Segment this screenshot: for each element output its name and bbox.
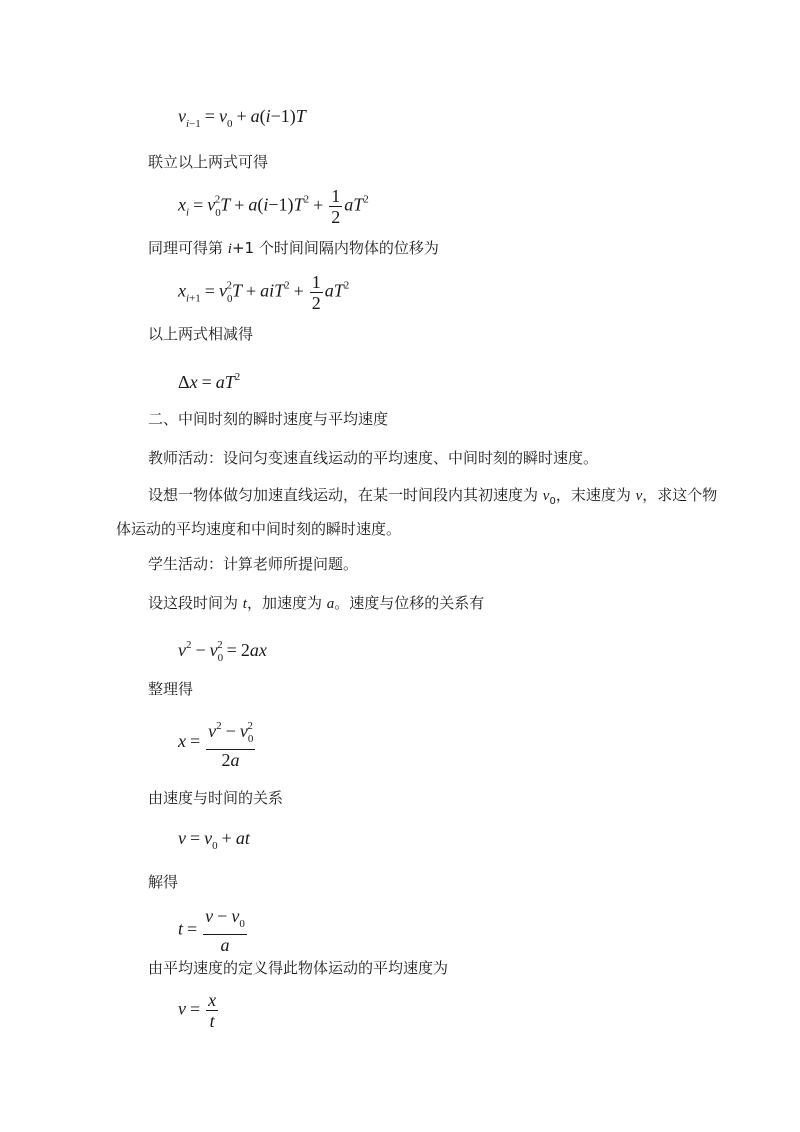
section-heading: 二、中间时刻的瞬时速度与平均速度 xyxy=(148,410,389,428)
text-segment: 设想一物体做匀加速直线运动，在某一时间段内其初速度为 xyxy=(148,486,543,504)
paragraph-combine: 联立以上两式可得 xyxy=(148,153,269,171)
text-segment: 同理可得第 xyxy=(148,239,228,257)
text-segment: ，末速度为 xyxy=(555,486,636,504)
paragraph-velocity-time: 由速度与时间的关系 xyxy=(148,789,284,807)
variable-a: a xyxy=(326,596,335,612)
equation-v-x-over-t: v = $\frac{x}{t}$ xyxy=(178,990,217,1031)
variable-i: i xyxy=(227,241,232,257)
paragraph-subtract: 以上两式相减得 xyxy=(148,325,254,343)
equation-velocity-displacement: $v^2 - v_0^2 = 2ax$ xyxy=(178,639,267,664)
equation-x-i: $x_i = v_0^2T + a(i-1)T^2$ + $\frac{1}{2}$ $aT^2$ xyxy=(178,186,369,227)
paragraph-teacher-activity: 教师活动：设问匀变速直线运动的平均速度、中间时刻的瞬时速度。 xyxy=(148,449,599,467)
equation-v-v0-at: $v = v_0$ + at xyxy=(178,828,250,852)
text-segment: ，求这个物 xyxy=(642,486,718,504)
equation-x-i-plus-1: $x_{i+1} = v_0^2T + aiT^2$ + $\frac{1}{2}$ $aT^2$ xyxy=(178,272,350,313)
equation-t-fraction: t = $\frac{v - v_0}{a}$ xyxy=(178,906,245,955)
equation-delta-x: $\Delta x = aT^2$ xyxy=(178,371,241,392)
variable-t: t xyxy=(242,596,247,612)
paragraph-scenario-line1 xyxy=(148,484,717,513)
variable-v: v xyxy=(635,488,643,504)
text-segment: 。速度与位移的关系有 xyxy=(334,594,485,612)
paragraph-similarly xyxy=(148,237,439,260)
variable-v: v xyxy=(542,488,550,504)
paragraph-scenario-line2: 体运动的平均速度和中间时刻的瞬时速度。 xyxy=(116,520,402,538)
equation-v-i-minus-1: $v_{i-1} = v_0 + a(i-1)T$ xyxy=(178,106,306,130)
paragraph-solve: 解得 xyxy=(148,873,179,891)
paragraph-assume xyxy=(148,592,484,615)
equation-x-fraction: x = $\frac{v^2 - v_0^2}{2a}$ xyxy=(178,716,257,770)
paragraph-student-activity: 学生活动：计算老师所提问题。 xyxy=(148,555,359,573)
text-segment: ，加速度为 xyxy=(246,594,327,612)
subscript-zero: 0 xyxy=(549,496,556,507)
paragraph-rearrange: 整理得 xyxy=(148,680,194,698)
text-segment: +1 个时间间隔内物体的位移为 xyxy=(231,239,439,257)
text-segment: 设这段时间为 xyxy=(148,594,243,612)
paragraph-average-velocity: 由平均速度的定义得此物体运动的平均速度为 xyxy=(148,959,449,977)
